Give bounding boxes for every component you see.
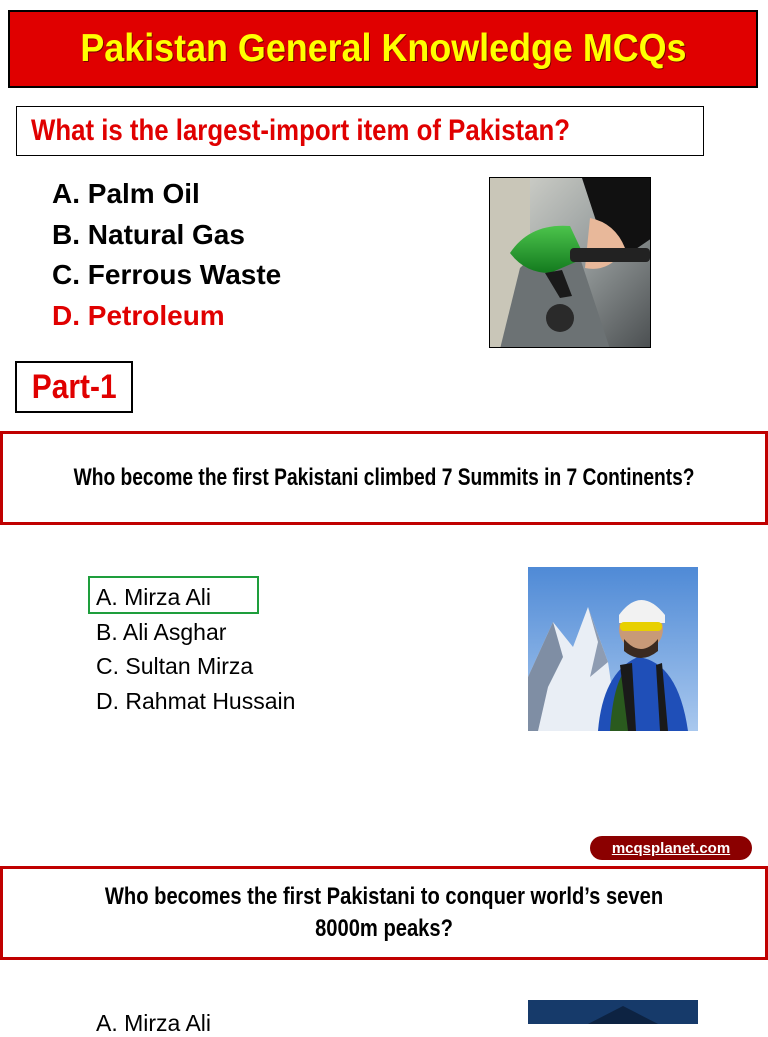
option-a: A. Mirza Ali — [96, 584, 212, 610]
part-label-box — [15, 361, 133, 413]
option-c: C. Ferrous Waste — [52, 259, 282, 290]
question-3-box — [0, 866, 768, 960]
watermark-badge[interactable] — [590, 836, 752, 860]
question-3-text: Who becomes the first Pakistani to conquer world’s seven 8000m peaks? — [104, 883, 664, 942]
option-a: A. Palm Oil — [52, 178, 200, 209]
question-1-text: What is the largest-import item of Pakistan? — [31, 114, 571, 147]
mountain-icon — [528, 1000, 698, 1024]
title-banner — [8, 10, 758, 88]
mountaineer-icon — [528, 567, 698, 731]
mountain-photo — [528, 1000, 698, 1024]
option-a-partial: A. Mirza Ali — [96, 1010, 212, 1036]
option-b: B. Natural Gas — [52, 218, 245, 250]
watermark-link[interactable]: mcqsplanet.com — [611, 839, 731, 857]
page-title: Pakistan General Knowledge MCQs — [79, 27, 687, 70]
question-1-box — [16, 106, 704, 156]
fuel-nozzle-photo — [489, 177, 651, 348]
question-1-options — [52, 174, 281, 336]
question-2-box — [0, 431, 768, 525]
question-2-text: Who become the first Pakistani climbed 7 Summits in 7 Continents? — [73, 464, 695, 491]
option-d: D. Rahmat Hussain — [96, 687, 296, 714]
option-d-correct: D. Petroleum — [52, 299, 225, 331]
part-label: Part-1 — [31, 367, 117, 406]
option-b: B. Ali Asghar — [96, 618, 227, 645]
question-2-options — [96, 580, 295, 718]
option-c: C. Sultan Mirza — [96, 653, 254, 679]
mountaineer-photo — [528, 567, 698, 731]
fuel-nozzle-icon — [490, 178, 651, 348]
